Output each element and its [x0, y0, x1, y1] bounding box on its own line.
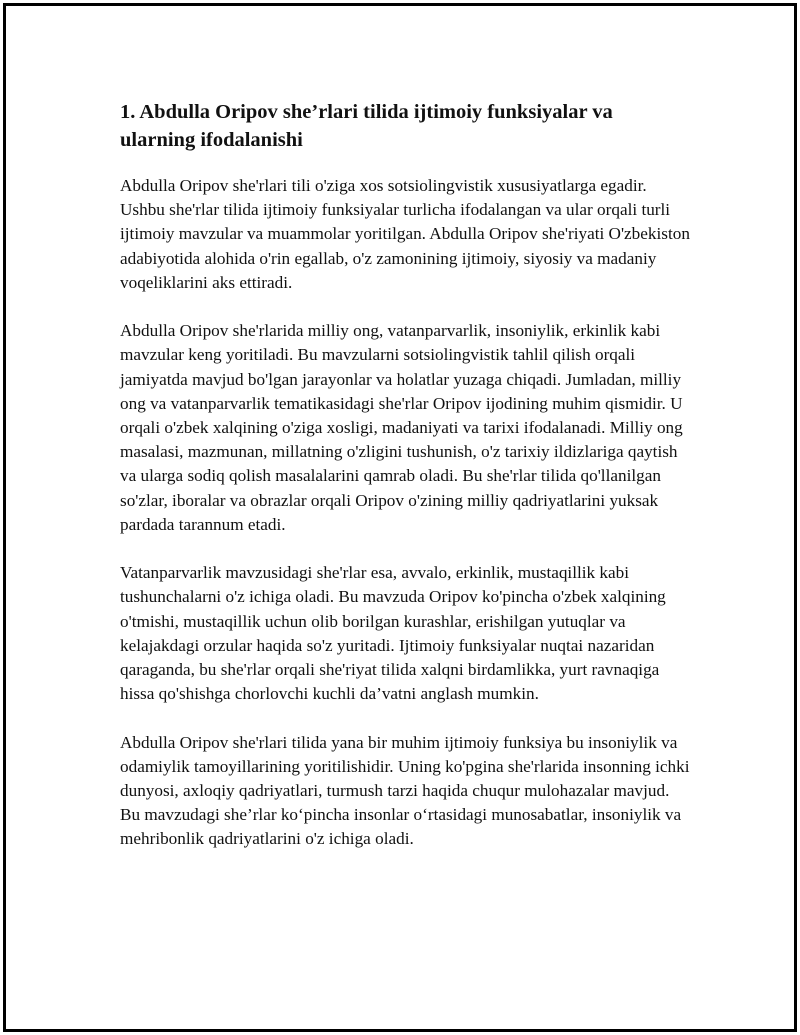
page-frame: [3, 3, 797, 1032]
section-heading: 1. Abdulla Oripov she’rlari tilida ijtimoiy funksiyalar va ularning ifodalanishi: [120, 101, 613, 151]
paragraph-4: Abdulla Oripov she'rlari tilida yana bir muhim ijtimoiy funksiya bu insoniylik va odamiylik tamoyillarining yoritilishidir. Uning ko'pgina she'rlarida insonning ichki dunyosi, axloqiy qadriyatlari, turmush tarzi haqida chuqur mulohazalar mavjud. Bu mavzudagi she’rlar ko‘pincha insonlar o‘rtasidagi munosabatlar, insoniylik va mehribonlik qadriyatlarini o'z ichiga oladi.: [120, 732, 690, 849]
paragraph-1: Abdulla Oripov she'rlari tili o'ziga xos sotsiolingvistik xususiyatlarga egadir. Ushbu she'rlar tilida ijtimoiy funksiyalar turlicha ifodalangan va ular orqali turli ijtimoiy mavzular va muammolar yoritilgan. Abdulla Oripov she'riyati O'zbekiston adabiyotida alohida o'rin egallab, o'z zamonining ijtimoiy, siyosiy va madaniy voqeliklarini aks ettiradi.: [120, 176, 690, 292]
paragraph-3: Vatanparvarlik mavzusidagi she'rlar esa, avvalo, erkinlik, mustaqillik kabi tushunchalarni o'z ichiga oladi. Bu mavzuda Oripov ko'pincha o'zbek xalqining o'tmishi, mustaqillik uchun olib borilgan kurashlar, erishilgan yutuqlar va kelajakdagi orzular haqida so'z yuritadi. Ijtimoiy funksiyalar nuqtai nazaridan qaraganda, bu she'rlar orqali she'riyat tilida xalqni birdamlikka, yurt ravnaqiga hissa qo'shishga chorlovchi kuchli da’vatni anglash mumkin.: [120, 563, 666, 704]
paragraph-2: Abdulla Oripov she'rlarida milliy ong, vatanparvarlik, insoniylik, erkinlik kabi mavzular keng yoritiladi. Bu mavzularni sotsiolingvistik tahlil qilish orqali jamiyatda mavjud bo'lgan jarayonlar va holatlar yuzaga chiqadi. Jumladan, milliy ong va vatanparvarlik tematikasidagi she'rlar Oripov ijodining muhim qismidir. U orqali o'zbek xalqining o'ziga xosligi, madaniyati va tarixi ifodalanadi. Milliy ong masalasi, mazmunan, millatning o'zligini tushunish, o'z tarixiy ildizlariga qaytish va ularga sodiq qolish masalalarini qamrab oladi. Bu she'rlar tilida qo'llanilgan so'zlar, iboralar va obrazlar orqali Oripov o'zining milliy qadriyatlarini yuksak pardada tarannum etadi.: [120, 321, 683, 534]
document-body: [120, 98, 690, 876]
